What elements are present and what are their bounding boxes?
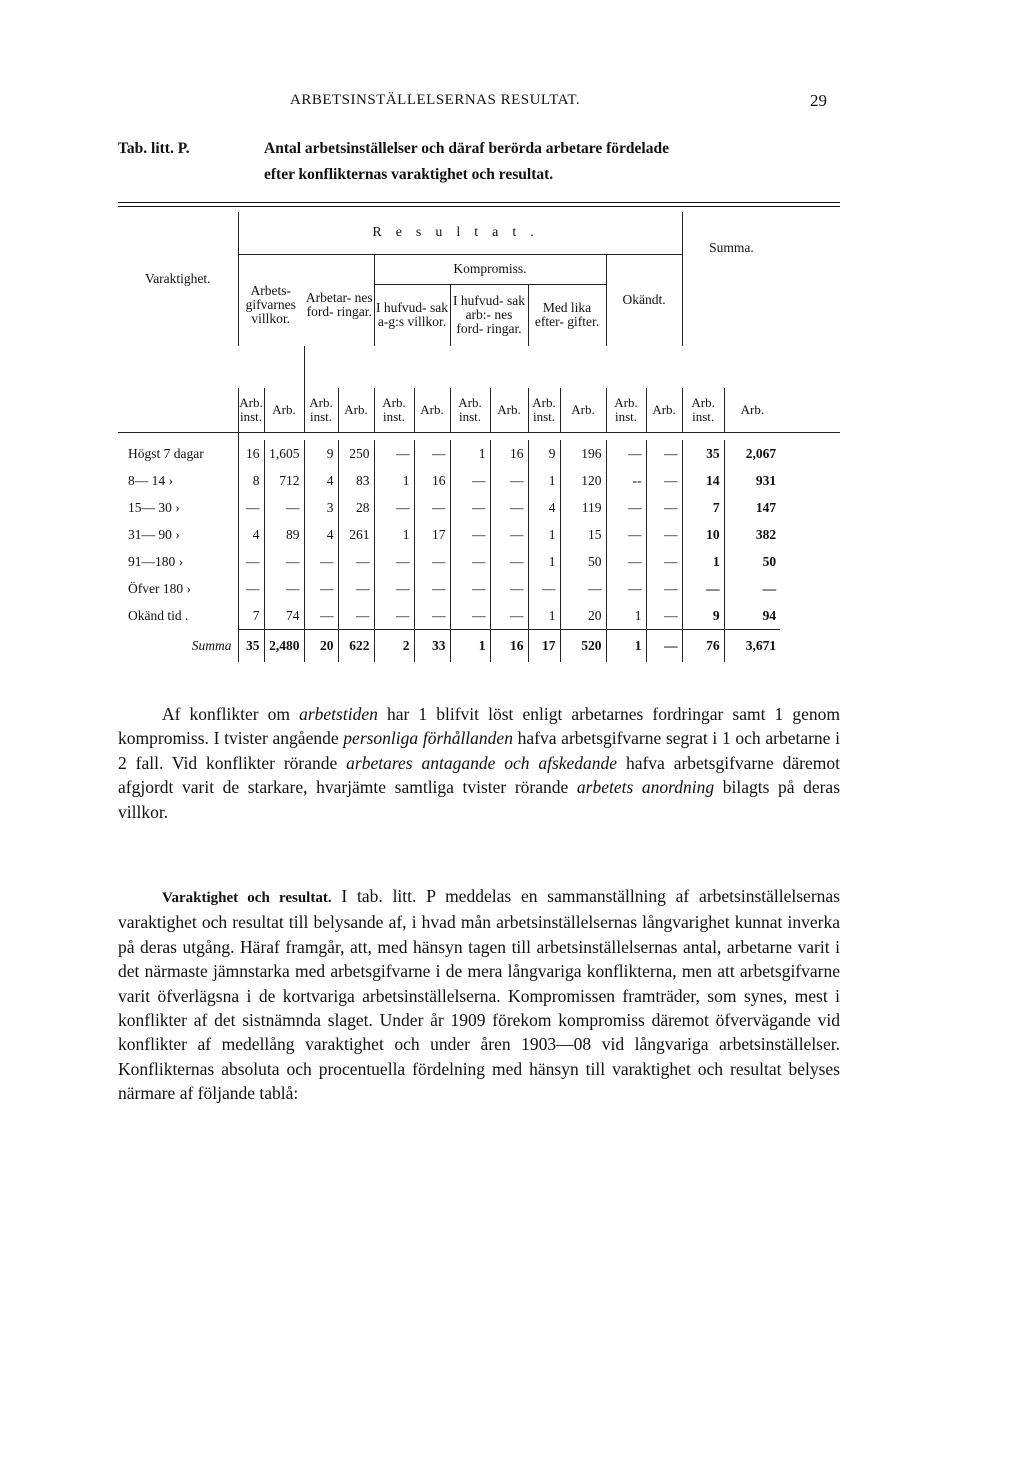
table-cell: — (264, 548, 304, 575)
table-cell: 622 (338, 630, 374, 663)
subheader-inst-6: Arb. inst. (606, 388, 646, 432)
stub-header: Varaktighet. (118, 212, 238, 346)
subheader-inst-2: Arb. inst. (304, 388, 338, 432)
table-cell: 4 (304, 521, 338, 548)
table-cell: — (646, 548, 682, 575)
table-cell: — (414, 548, 450, 575)
table-label: Tab. litt. P. (118, 140, 190, 157)
results-table-wrap (118, 202, 840, 662)
table-cell: 4 (252, 526, 260, 542)
kompromiss-header: Kompromiss. (374, 254, 606, 284)
table-cell: 16 (246, 445, 260, 461)
table-cell: 3,671 (724, 630, 780, 663)
table-cell: — (646, 494, 682, 521)
table-cell: -- (606, 467, 646, 494)
table-cell: 1 (606, 630, 646, 663)
paragraph-2-heading: Varaktighet och resultat. (162, 890, 332, 906)
page-number: 29 (810, 91, 827, 110)
table-cell: — (450, 521, 490, 548)
table-cell: — (528, 575, 560, 602)
table-row (118, 575, 840, 602)
table-cell: 35 (238, 630, 264, 663)
subheader-arb-6: Arb. (646, 388, 682, 432)
table-cell: 931 (724, 467, 780, 494)
table-cell: 1 (374, 521, 414, 548)
subheader-arb-5: Arb. (560, 388, 606, 432)
table-cell: — (374, 494, 414, 521)
caption-line-1: Antal arbetsinställelser och däraf berörda arbetare fördelade (264, 140, 669, 157)
table-cell: 8 (252, 472, 260, 488)
table-cell: 1 (682, 548, 724, 575)
table-cell: 1 (450, 630, 490, 663)
table-cell: — (374, 548, 414, 575)
table-cell: 1 (528, 467, 560, 494)
row-label: Högst 7 dagar (118, 440, 238, 467)
group-header-okandt: Okändt. (606, 254, 682, 346)
table-cell: 83 (338, 467, 374, 494)
row-label: Summa (118, 630, 238, 663)
table-cell: 382 (724, 521, 780, 548)
group-header-agvillkor: I hufvud- sak a-g:s villkor. (374, 284, 450, 346)
table-cell: — (490, 521, 528, 548)
subheader-inst-sum: Arb. inst. (682, 388, 724, 432)
subheader-arb-4: Arb. (490, 388, 528, 432)
subheader-arb-3: Arb. (414, 388, 450, 432)
table-cell: — (450, 467, 490, 494)
table-row (118, 521, 840, 548)
table-cell: 250 (338, 440, 374, 467)
table-cell: 7 (252, 607, 260, 623)
table-cell: 1 (528, 521, 560, 548)
table-cell: 10 (682, 521, 724, 548)
table-cell: — (490, 575, 528, 602)
table-row (118, 494, 840, 521)
row-label: Okänd tid . (118, 602, 238, 630)
table-cell: 2,067 (724, 440, 780, 467)
table-cell: 9 (528, 440, 560, 467)
table-cell: — (338, 575, 374, 602)
table-cell: 20 (304, 630, 338, 663)
table-cell: 261 (338, 521, 374, 548)
table-cell: — (414, 575, 450, 602)
paragraph-1: Af konflikter om arbetstiden har 1 blifvit löst enligt arbetarnes fordringar samt 1 genom kompromiss. I tvister angående personliga förhållanden hafva arbetsgifvarne segrat i 1 och arbetarne i 2 fall. Vid konflikter rörande arbetares antagande och afskedande hafva arbetsgifvarne däremot afgjordt varit de starkare, hvarjämte samtliga tvister rörande arbetets anordning bilagts på deras villkor. (118, 704, 841, 822)
table-cell: 9 (682, 602, 724, 630)
table-cell: — (450, 548, 490, 575)
table-cell: — (606, 440, 646, 467)
table-cell: 147 (724, 494, 780, 521)
table-cell: 33 (414, 630, 450, 663)
paragraph-2-text: I tab. litt. P meddelas en sammanställning af arbetsinställelsernas varaktighet och resultat till belysande af, i hvad mån arbetsinställelsernas långvarighet kunnat inverka på deras utgång. Häraf framgår, att, med hänsyn tagen till arbetsinställelsernas antal, arbetarne varit i det närmaste jämnstarka med arbetsgifvarne i de mera långvariga konflikterna, men att arbetsgifvarne varit öfverlägsna i de kortvariga arbetsinställelserna. Kompromissen framträder, som synes, mest i konflikter af det sistnämnda slaget. Under år 1909 förekom kompromiss däremot öfvervägande vid konflikter af medellång varaktighet och under åren 1903—08 vid långvariga arbetsinställelser. Konflikternas absoluta och procentuella fördelning med hänsyn till varaktighet och resultat belyses närmare af följande tablå: (118, 886, 840, 1104)
table-cell: — (414, 602, 450, 630)
table-cell: — (490, 548, 528, 575)
table-cell: 2 (374, 630, 414, 663)
table-cell: — (490, 602, 528, 630)
table-body (118, 440, 840, 662)
group-header-arbetsgifvarnes: Arbets- gifvarnes villkor. (245, 283, 296, 326)
table-cell: — (450, 494, 490, 521)
subheader-stub (118, 388, 238, 432)
table-row (118, 467, 840, 494)
table-cell: 16 (490, 630, 528, 663)
subheader-arb-2: Arb. (338, 388, 374, 432)
subheader-inst-4: Arb. inst. (450, 388, 490, 432)
table-cell: 1 (528, 602, 560, 630)
table-cell: — (646, 602, 682, 630)
table-top-rule (118, 202, 840, 207)
table-cell: 14 (682, 467, 724, 494)
table-cell: — (682, 575, 724, 602)
table-cell: — (606, 494, 646, 521)
subheader-arb-sum: Arb. (724, 388, 780, 432)
table-cell: — (338, 602, 374, 630)
running-title: ARBETSINSTÄLLELSERNAS RESULTAT. (290, 92, 581, 108)
table-cell: — (646, 521, 682, 548)
table-cell: 17 (528, 630, 560, 663)
row-label: 8— 14 › (118, 467, 238, 494)
table-cell: 17 (414, 521, 450, 548)
table-cell: 35 (682, 440, 724, 467)
table-cell: — (490, 494, 528, 521)
table-cell: 712 (264, 467, 304, 494)
table-cell: — (246, 580, 260, 596)
table-cell: — (606, 548, 646, 575)
table-cell: 94 (724, 602, 780, 630)
table-cell: 9 (304, 440, 338, 467)
table-cell: — (560, 575, 606, 602)
table-cell: 28 (338, 494, 374, 521)
table-cell: — (338, 548, 374, 575)
table-cell: — (606, 575, 646, 602)
table-cell: — (374, 440, 414, 467)
table-row (118, 602, 840, 630)
summa-header: Summa. (682, 212, 780, 284)
table-cell: 76 (682, 630, 724, 663)
table-cell: — (246, 553, 260, 569)
table-cell: — (264, 494, 304, 521)
table-cell: — (450, 575, 490, 602)
table-cell: 20 (560, 602, 606, 630)
table-cell: 16 (414, 467, 450, 494)
group-header-arbfordringar: I hufvud- sak arb:- nes ford- ringar. (450, 284, 528, 346)
table-cell: 2,480 (264, 630, 304, 663)
table-cell: — (304, 602, 338, 630)
group-header-arbetarnes: Arbetar- nes ford- ringar. (304, 284, 374, 326)
table-cell: — (646, 575, 682, 602)
table-cell: — (646, 630, 682, 663)
table-cell: 16 (490, 440, 528, 467)
table-cell: — (374, 575, 414, 602)
table-cell: 50 (724, 548, 780, 575)
table-cell: — (264, 575, 304, 602)
table-cell: — (414, 494, 450, 521)
table-cell: — (450, 602, 490, 630)
table-cell: 1 (528, 548, 560, 575)
row-label: 15— 30 › (118, 494, 238, 521)
table-cell: — (646, 440, 682, 467)
table-cell: 3 (304, 494, 338, 521)
row-label: 31— 90 › (118, 521, 238, 548)
table-cell: — (646, 467, 682, 494)
table-cell: — (246, 499, 260, 515)
table-cell: 120 (560, 467, 606, 494)
table-row (118, 548, 840, 575)
caption-line-2: efter konflikternas varaktighet och resultat. (264, 166, 554, 183)
table-cell: 74 (264, 602, 304, 630)
table-cell: 4 (528, 494, 560, 521)
table-cell: 520 (560, 630, 606, 663)
table-cell: — (606, 521, 646, 548)
subheader-arb-1: Arb. (264, 388, 304, 432)
table-cell: 89 (264, 521, 304, 548)
paragraph-2 (118, 884, 840, 1106)
table-cell: 119 (560, 494, 606, 521)
table-cell: 1 (450, 440, 490, 467)
summa-row (118, 630, 840, 663)
resultat-header: Resultat. (238, 212, 682, 254)
table-cell: — (374, 602, 414, 630)
subheader-inst-5: Arb. inst. (528, 388, 560, 432)
table-cell: 50 (560, 548, 606, 575)
group-header-lika: Med lika efter- gifter. (528, 284, 606, 346)
table-cell: — (724, 575, 780, 602)
table-cell: 15 (560, 521, 606, 548)
subheader-inst-3: Arb. inst. (374, 388, 414, 432)
table-cell: — (490, 467, 528, 494)
results-table (118, 212, 840, 662)
table-row (118, 440, 840, 467)
table-cell: — (304, 575, 338, 602)
row-label: 91—180 › (118, 548, 238, 575)
row-label: Öfver 180 › (118, 575, 238, 602)
table-cell: — (304, 548, 338, 575)
subheader-inst-1: Arb. inst. (239, 394, 263, 424)
table-cell: — (414, 440, 450, 467)
table-cell: 1 (606, 602, 646, 630)
table-cell: 1,605 (264, 440, 304, 467)
table-cell: 4 (304, 467, 338, 494)
table-cell: 7 (682, 494, 724, 521)
table-cell: 1 (374, 467, 414, 494)
table-cell: 196 (560, 440, 606, 467)
